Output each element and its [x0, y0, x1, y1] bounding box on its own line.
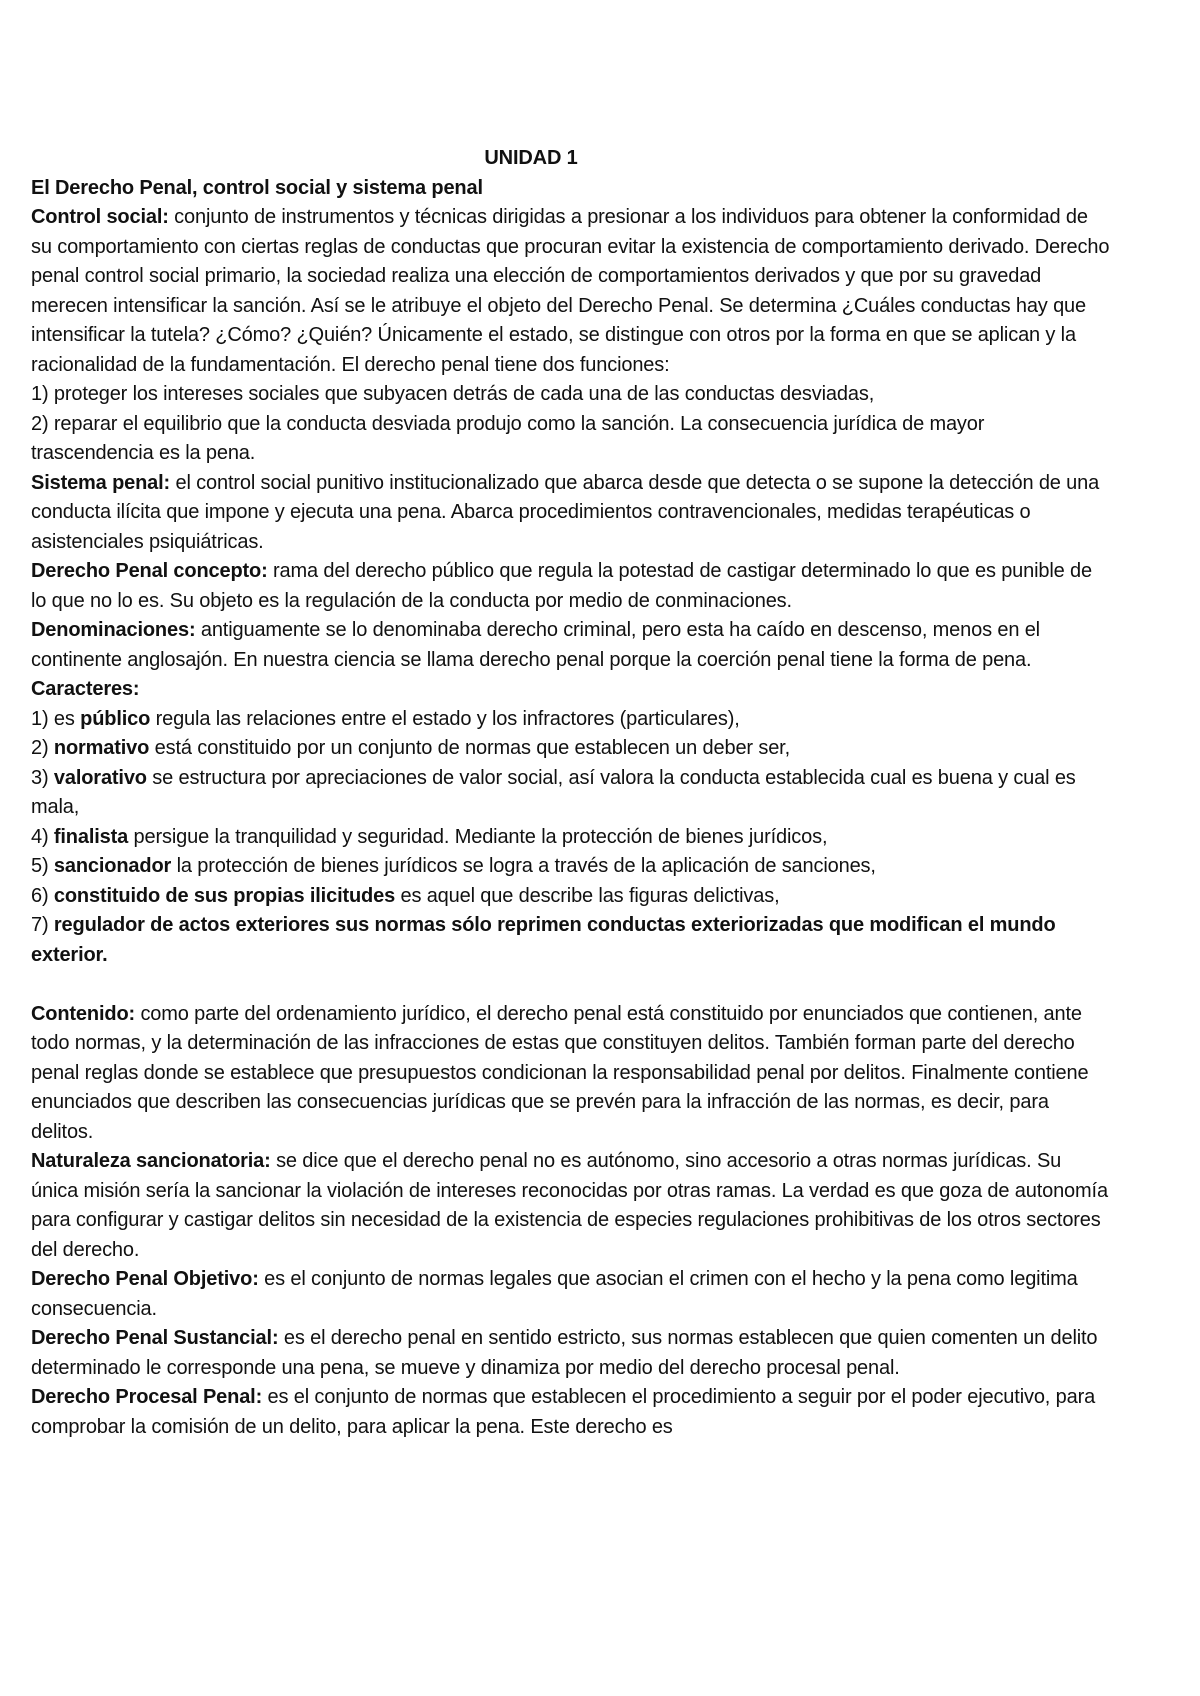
caracter-number: 2): [31, 737, 54, 759]
term-sustancial: Derecho Penal Sustancial:: [31, 1327, 279, 1349]
function-item-2: 2) reparar el equilibrio que la conducta desviada produjo como la sanción. La consecuencia jurídica de mayor trascendencia es la pena.: [31, 412, 985, 464]
function-item-1: 1) proteger los intereses sociales que subyacen detrás de cada una de las conductas desviadas,: [31, 383, 875, 405]
text-naturaleza: se dice que el derecho penal no es autónomo, sino accesorio a otras normas jurídicas. Su única misión sería la sancionar la violación de intereses reconocidas por otras ramas. La verdad es que goza de autonomía para configurar y castigar delitos sin necesidad de la existencia de especies regulaciones prohibitivas de los otros sectores del derecho.: [31, 1150, 1108, 1261]
text-procesal: es el conjunto de normas que establecen el procedimiento a seguir por el poder ejecutivo, para comprobar la comisión de un delito, para aplicar la pena. Este derecho es: [31, 1386, 1096, 1438]
caracter-item-1: [31, 705, 1111, 735]
paragraph-contenido: [31, 1000, 1111, 1148]
caracter-number: 1) es: [31, 707, 81, 730]
term-objetivo: Derecho Penal Objetivo:: [31, 1268, 259, 1290]
text-objetivo: es el conjunto de normas legales que asocian el crimen con el hecho y la pena como legitima consecuencia.: [31, 1268, 1078, 1320]
caracter-item-2: [31, 734, 1111, 764]
text-concepto: rama del derecho público que regula la potestad de castigar determinado lo que es punible de lo que no lo es. Su objeto es la regulación de la conducta por medio de conminaciones.: [31, 560, 1092, 612]
document-title: UNIDAD 1: [484, 147, 578, 169]
term-procesal: Derecho Procesal Penal:: [31, 1386, 263, 1408]
caracter-number: 4): [31, 825, 54, 848]
caracter-term: normativo: [53, 737, 150, 759]
caracter-term: sancionador: [53, 855, 172, 877]
caracter-term: constituido de sus propias ilicitudes: [53, 884, 396, 907]
caracter-item-7: [31, 911, 1111, 970]
caracter-term: público: [80, 707, 151, 730]
term-sistema-penal: Sistema penal:: [31, 471, 171, 494]
paragraph-procesal: [31, 1383, 1111, 1442]
term-control-social: Control social:: [31, 206, 169, 228]
document-page: [31, 144, 1111, 1442]
text-sustancial: es el derecho penal en sentido estricto, sus normas establecen que quien comenten un delito determinado le corresponde una pena, se mueve y dinamiza por medio del derecho procesal penal.: [31, 1327, 1098, 1379]
caracter-item-3: [31, 764, 1111, 823]
caracter-text: la protección de bienes jurídicos se logra a través de la aplicación de sanciones,: [171, 855, 876, 877]
text-sistema-penal: el control social punitivo institucionalizado que abarca desde que detecta o se supone la detección de una conducta ilícita que impone y ejecuta una pena. Abarca procedimientos contravencionales, medidas terapéuticas o asistenciales psiquiátricas.: [31, 471, 1100, 553]
caracter-number: 3): [31, 766, 54, 789]
caracter-number: 6): [31, 884, 54, 907]
blank-line: [31, 970, 1111, 1000]
caracter-number: 7): [31, 914, 54, 936]
paragraph-naturaleza: [31, 1147, 1111, 1265]
term-denominaciones: Denominaciones:: [31, 619, 196, 641]
text-control-social: conjunto de instrumentos y técnicas dirigidas a presionar a los individuos para obtener la conformidad de su comportamiento con ciertas reglas de conductas que procuran evitar la existencia de comportamiento derivado. Derecho penal control social primario, la sociedad realiza una elección de comportamientos derivados y que por su gravedad merecen intensificar la sanción. Así se le atribuye el objeto del Derecho Penal. Se determina ¿Cuáles conductas hay que intensificar la tutela? ¿Cómo? ¿Quién? Únicamente el estado, se distingue con otros por la forma en que se aplican y la racionalidad de la fundamentación. El derecho penal tiene dos funciones:: [31, 206, 1110, 376]
caracteres-heading: Caracteres:: [31, 678, 140, 700]
caracter-item-6: [31, 882, 1111, 912]
term-contenido: Contenido:: [31, 1002, 136, 1025]
paragraph-objetivo: [31, 1265, 1111, 1324]
text-contenido: como parte del ordenamiento jurídico, el derecho penal está constituido por enunciados que contienen, ante todo normas, y la determinación de las infracciones de estas que constituyen delitos. También forman parte del derecho penal reglas donde se establece que presupuestos condicionan la responsabilidad penal por delitos. Finalmente contiene enunciados que describen las consecuencias jurídicas que se prevén para la infracción de las normas, es decir, para delitos.: [31, 1002, 1089, 1143]
term-concepto: Derecho Penal concepto:: [31, 560, 268, 582]
paragraph-concepto: [31, 557, 1111, 616]
caracter-text: se estructura por apreciaciones de valor social, así valora la conducta establecida cual es buena y cual es mala,: [31, 766, 1076, 818]
caracter-term: valorativo: [53, 766, 147, 789]
caracter-text: está constituido por un conjunto de normas que establecen un deber ser,: [149, 737, 790, 759]
caracter-text: regula las relaciones entre el estado y los infractores (particulares),: [150, 707, 740, 730]
paragraph-sustancial: [31, 1324, 1111, 1383]
document-subtitle: El Derecho Penal, control social y sistema penal: [31, 176, 483, 199]
paragraph-control-social: [31, 203, 1111, 380]
text-denominaciones: antiguamente se lo denominaba derecho criminal, pero esta ha caído en descenso, menos en el continente anglosajón. En nuestra ciencia se llama derecho penal porque la coerción penal tiene la forma de pena.: [31, 619, 1040, 671]
caracter-item-5: [31, 852, 1111, 882]
caracter-text: persigue la tranquilidad y seguridad. Mediante la protección de bienes jurídicos,: [128, 825, 828, 848]
paragraph-sistema-penal: [31, 469, 1111, 558]
caracter-text: es aquel que describe las figuras delictivas,: [395, 884, 780, 907]
caracter-term: finalista: [53, 825, 129, 848]
term-naturaleza: Naturaleza sancionatoria:: [31, 1150, 271, 1172]
caracter-number: 5): [31, 855, 54, 877]
paragraph-denominaciones: [31, 616, 1111, 675]
caracter-term: regulador de actos exteriores sus normas sólo reprimen conductas exteriorizadas que modifican el mundo exterior.: [31, 914, 1056, 966]
caracter-item-4: [31, 823, 1111, 853]
